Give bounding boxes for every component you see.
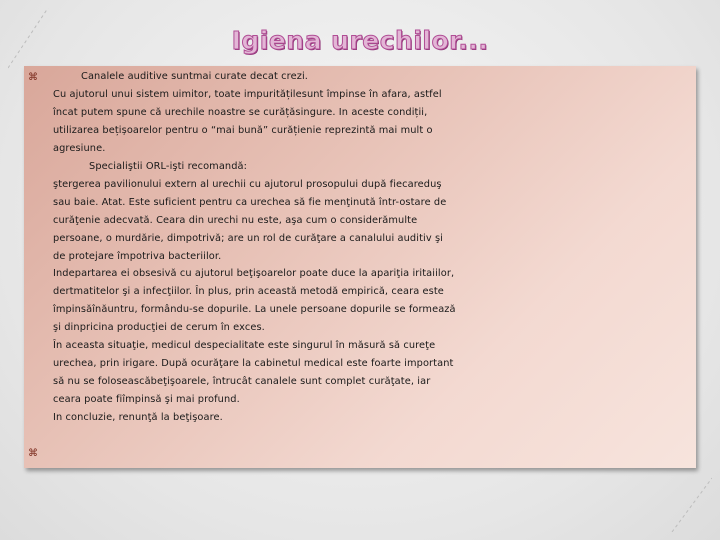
text-line: Indepartarea ei obsesivă cu ajutorul beţişoarelor poate duce la apariţia iritaiilor,	[53, 268, 455, 280]
text-line: şi dinpricina producţiei de cerum în exces.	[53, 322, 265, 334]
text-line: dertmatitelor şi a infecţiilor. În plus, prin această metodă empirică, ceara este	[53, 286, 444, 298]
text-line: Cu ajutorul unui sistem uimitor, toate impuritățilesunt împinse în afara, astfel	[53, 88, 442, 100]
text-line: sau baie. Atat. Este suficient pentru ca urechea să fie menţinută într-ostare de	[53, 196, 447, 208]
slide-title: Igiena urechilor...	[231, 26, 489, 55]
text-line: curăţenie adecvată. Ceara din urechi nu este, aşa cum o considerămulte	[53, 214, 418, 226]
text-line: împinsăînăuntru, formându-se dopurile. La unele persoane dopurile se formează	[53, 304, 456, 316]
text-line: În aceasta situaţie, medicul despecialitate este singurul în măsură să cureţe	[53, 340, 436, 352]
text-line: persoane, o murdărie, dimpotrivă; are un rol de curăţare a canalului auditiv şi	[53, 232, 443, 244]
text-line: Canalele auditive suntmai curate decat crezi.	[81, 71, 308, 82]
text-line: Specialiştii ORL-işti recomandă:	[89, 160, 248, 172]
text-line: ceara poate fiîmpinsă şi mai profund.	[53, 394, 240, 406]
text-line: de protejare împotriva bacteriilor.	[53, 250, 222, 262]
bullet-icon: ⌘	[28, 72, 38, 83]
bullet-icon: ⌘	[28, 448, 38, 459]
frame-corner-line	[672, 478, 712, 532]
text-line: să nu se foloseascăbeţişoarele, întrucât canalele sunt complet curăţate, iar	[53, 376, 431, 388]
text-line: încat putem spune că urechile noastre se curățăsingure. In aceste condiții,	[53, 106, 428, 118]
text-line: agresiune.	[53, 142, 106, 154]
slide-body	[53, 68, 693, 427]
text-line: utilizarea bețișoarelor pentru o “mai bună” curățienie reprezintă mai mult o	[53, 124, 433, 136]
text-line: urechea, prin irigare. După ocurăţare la cabinetul medical este foarte important	[53, 358, 454, 370]
text-line: In concluzie, renunţă la beţişoare.	[53, 412, 223, 424]
text-line: ştergerea pavilionului extern al urechii cu ajutorul prosopului după fiecareduş	[53, 178, 442, 190]
